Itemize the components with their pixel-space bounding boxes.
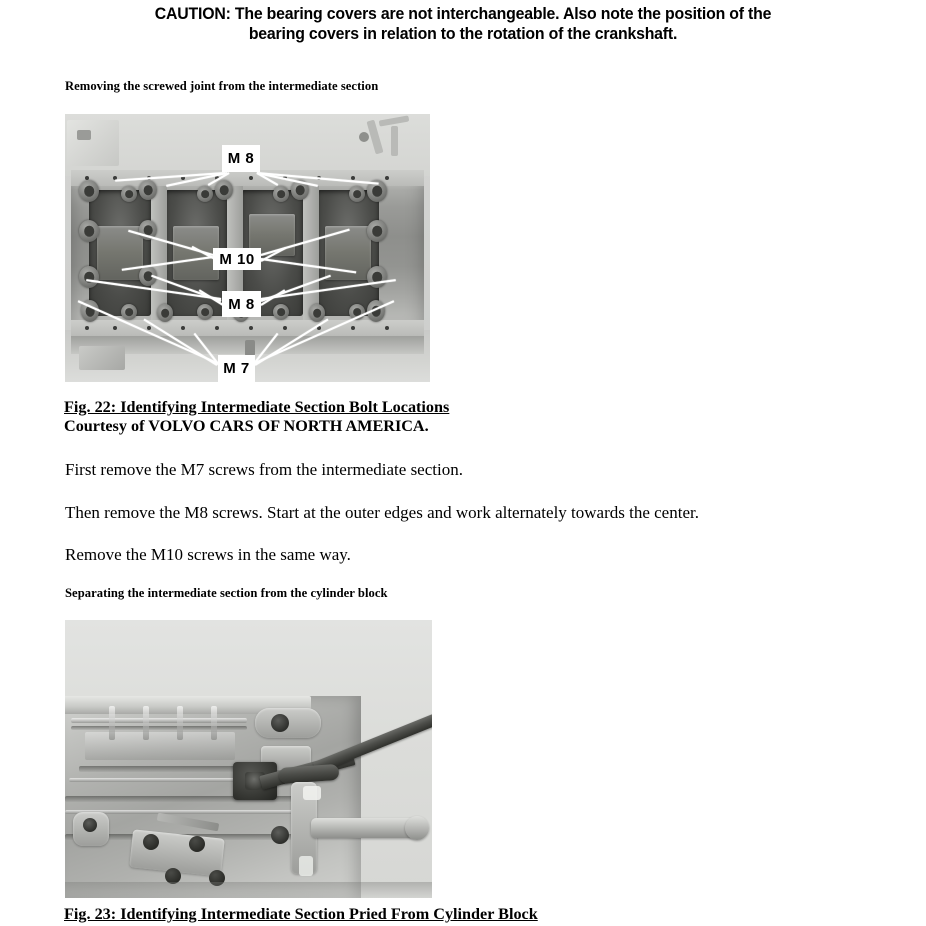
caution-notice [79, 4, 847, 44]
figure-22-bolt-boss-m10 [349, 186, 365, 202]
figure-22-bolt-boss-m8 [215, 180, 233, 200]
figure-23-highlight [303, 786, 321, 800]
figure-22-bolt-hole [181, 326, 185, 330]
figure-22-bolt-boss-m10 [197, 304, 213, 320]
figure-23-left-lug-hole [83, 818, 97, 832]
figure-22-skirt-lug [245, 340, 255, 356]
figure-23-rib [177, 706, 183, 740]
figure-22-caption-courtesy: Courtesy of VOLVO CARS OF NORTH AMERICA. [64, 417, 429, 435]
figure-22-caption [64, 398, 449, 436]
figure-22-bolt-boss-m8 [79, 266, 99, 288]
figure-22-web [151, 186, 167, 320]
figure-23-bracket-hole [271, 826, 289, 844]
figure-22-lower-left-detail [79, 346, 125, 370]
caution-line-1: CAUTION: The bearing covers are not interchangeable. Also note the position of the [154, 5, 772, 23]
paragraph-remove-m10: Remove the M10 screws in the same way. [65, 545, 351, 564]
figure-22-bolt-hole [249, 176, 253, 180]
figure-23-caption-title: Fig. 23: Identifying Intermediate Section Pried From Cylinder Block [64, 905, 538, 923]
figure-23-groove [79, 766, 259, 772]
figure-22-bolt-boss-m8 [79, 180, 99, 202]
figure-23-image [65, 620, 432, 898]
figure-22-caption-title: Fig. 22: Identifying Intermediate Section Bolt Locations [64, 398, 450, 416]
figure-22-bolt-hole [283, 326, 287, 330]
figure-22-oil-pipe-fitting [359, 132, 369, 142]
figure-22-bolt-boss-m8 [79, 220, 99, 242]
figure-22-label-m8-bottom: M 8 [222, 291, 261, 317]
figure-22-bolt-boss-m10 [273, 304, 289, 320]
figure-22-oil-pipe-c [391, 126, 398, 156]
figure-23-shaft-end [405, 816, 429, 840]
section-heading-removing-screwed-joint: Removing the screwed joint from the intermediate section [65, 79, 379, 93]
figure-22-bolt-boss-m7 [157, 304, 173, 322]
caution-line-2: bearing covers in relation to the rotation of the crankshaft. [248, 25, 678, 43]
figure-23-highlight [299, 856, 313, 876]
figure-22-bolt-boss-m7 [309, 304, 325, 322]
paragraph-remove-m7: First remove the M7 screws from the intermediate section. [65, 460, 463, 479]
figure-22-left-corner [67, 120, 119, 166]
figure-22-label-m7: M 7 [218, 355, 255, 382]
figure-22-bolt-boss-m10 [197, 186, 213, 202]
figure-22-web [303, 186, 319, 320]
figure-22-bolt-hole [113, 326, 117, 330]
figure-22-bolt-boss-m10 [121, 304, 137, 320]
figure-22-bolt-hole [85, 326, 89, 330]
figure-22-image [65, 114, 430, 382]
figure-23-boss-hole [271, 714, 289, 732]
figure-23-rib [109, 706, 115, 740]
figure-23-ridge [71, 718, 247, 723]
figure-23-bottom-shadow [65, 882, 432, 898]
figure-22-bolt-hole [215, 326, 219, 330]
figure-22-bolt-hole [351, 326, 355, 330]
figure-22-bolt-boss-m8 [139, 180, 157, 200]
figure-22-bolt-hole [147, 326, 151, 330]
figure-22-left-corner-detail [77, 130, 91, 140]
figure-22-bolt-boss-m10 [273, 186, 289, 202]
figure-23-groove [71, 726, 247, 730]
figure-23-bolt [189, 836, 205, 852]
figure-23-caption [64, 905, 538, 924]
section-heading-separating-intermediate-section: Separating the intermediate section from the cylinder block [65, 586, 388, 600]
figure-23-rib [211, 706, 217, 740]
paragraph-remove-m8: Then remove the M8 screws. Start at the outer edges and work alternately towards the center. [65, 503, 699, 522]
figure-23-rib [143, 706, 149, 740]
figure-22-bolt-hole [385, 176, 389, 180]
figure-22-label-m8-top: M 8 [222, 145, 260, 172]
figure-22-bolt-hole [249, 326, 253, 330]
figure-22-label-m10: M 10 [213, 248, 261, 270]
figure-22-bolt-hole [385, 326, 389, 330]
figure-22-bolt-boss-m10 [121, 186, 137, 202]
figure-22-bolt-boss-m8 [367, 220, 387, 242]
figure-23-bolt [143, 834, 159, 850]
